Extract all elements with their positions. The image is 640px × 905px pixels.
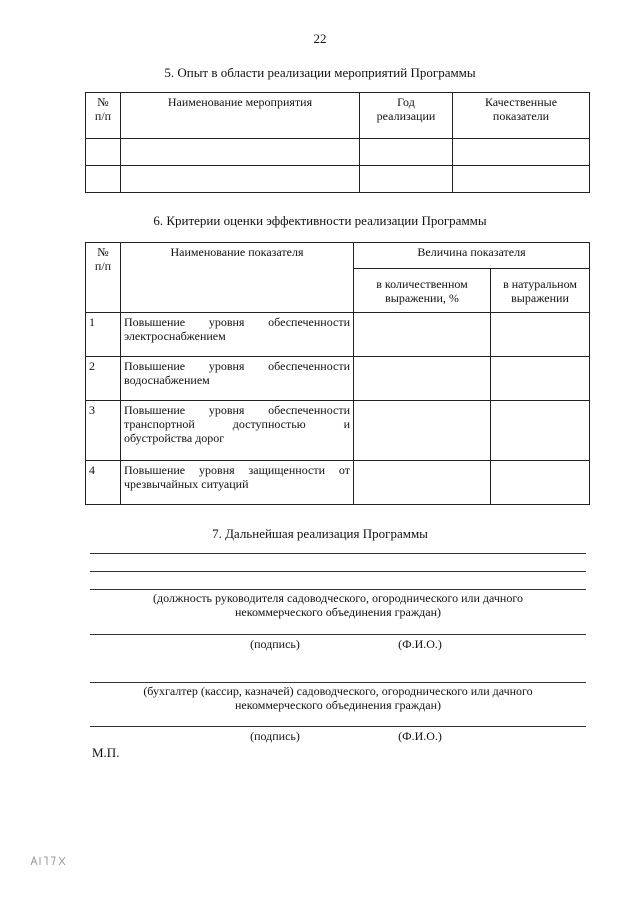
signature-label: (подпись): [250, 729, 300, 743]
page-number: 22: [313, 31, 327, 46]
fio-label: (Ф.И.О.): [398, 729, 442, 743]
table-row: [86, 139, 590, 166]
table-cell: [354, 401, 491, 461]
signature-line: [90, 634, 586, 635]
col-quantitative-header: в количественном выражении, %: [354, 269, 491, 313]
table-row: [86, 401, 590, 461]
section7-title: 7. Дальнейшая реализация Программы: [212, 526, 428, 541]
col-indicator-name-header: Наименование показателя: [121, 243, 354, 313]
section6-title: 6. Критерии оценки эффективности реализации Программы: [153, 213, 487, 228]
table-cell: [491, 313, 590, 357]
table-row: [86, 313, 590, 357]
scan-mark-icon: [30, 855, 80, 865]
table-cell: [491, 461, 590, 505]
table-cell: [354, 313, 491, 357]
table-cell: [453, 166, 590, 193]
table-cell: [121, 166, 360, 193]
row-number: 4: [86, 461, 121, 505]
col-number-header: № п/п: [86, 93, 121, 139]
chair-position-caption: (должность руководителя садоводческого, огороднического или дачного некоммерческого объединения граждан): [153, 591, 523, 619]
row-number: 1: [86, 313, 121, 357]
table-row: [86, 166, 590, 193]
table-row: [86, 357, 590, 401]
row-number: 3: [86, 401, 121, 461]
row-indicator-name: Повышение уровня обеспеченности водоснабжением: [121, 357, 354, 401]
col-value-header: Величина показателя: [354, 243, 590, 269]
table-cell: [86, 139, 121, 166]
row-indicator-name: Повышение уровня защищенности от чрезвычайных ситуаций: [121, 461, 354, 505]
section6-table: [85, 242, 590, 505]
table-cell: [121, 139, 360, 166]
blank-line: [90, 553, 586, 554]
col-number-header: № п/п: [86, 243, 121, 313]
col-natural-header: в натуральном выражении: [491, 269, 590, 313]
signature-label: (подпись): [250, 637, 300, 651]
signature-line: [90, 726, 586, 727]
row-number: 2: [86, 357, 121, 401]
table-cell: [354, 461, 491, 505]
blank-line: [90, 682, 586, 683]
section5-title: 5. Опыт в области реализации мероприятий Программы: [164, 65, 476, 80]
table-cell: [491, 401, 590, 461]
table-cell: [491, 357, 590, 401]
table-cell: [360, 166, 453, 193]
row-indicator-name: Повышение уровня обеспеченности электроснабжением: [121, 313, 354, 357]
table-cell: [453, 139, 590, 166]
col-event-name-header: Наименование мероприятия: [121, 93, 360, 139]
blank-line: [90, 571, 586, 572]
accountant-caption: (бухгалтер (кассир, казначей) садоводческого, огороднического или дачного некоммерческого объединения граждан): [143, 684, 533, 712]
col-year-header: Год реализации: [360, 93, 453, 139]
section5-table: [85, 92, 590, 193]
blank-line: [90, 589, 586, 590]
stamp-placeholder: М.П.: [92, 745, 120, 760]
col-quality-header: Качественные показатели: [453, 93, 590, 139]
table-cell: [86, 166, 121, 193]
row-indicator-name: Повышение уровня обеспеченности транспортной доступностью и обустройства дорог: [121, 401, 354, 461]
table-cell: [354, 357, 491, 401]
fio-label: (Ф.И.О.): [398, 637, 442, 651]
table-cell: [360, 139, 453, 166]
table-row: [86, 461, 590, 505]
